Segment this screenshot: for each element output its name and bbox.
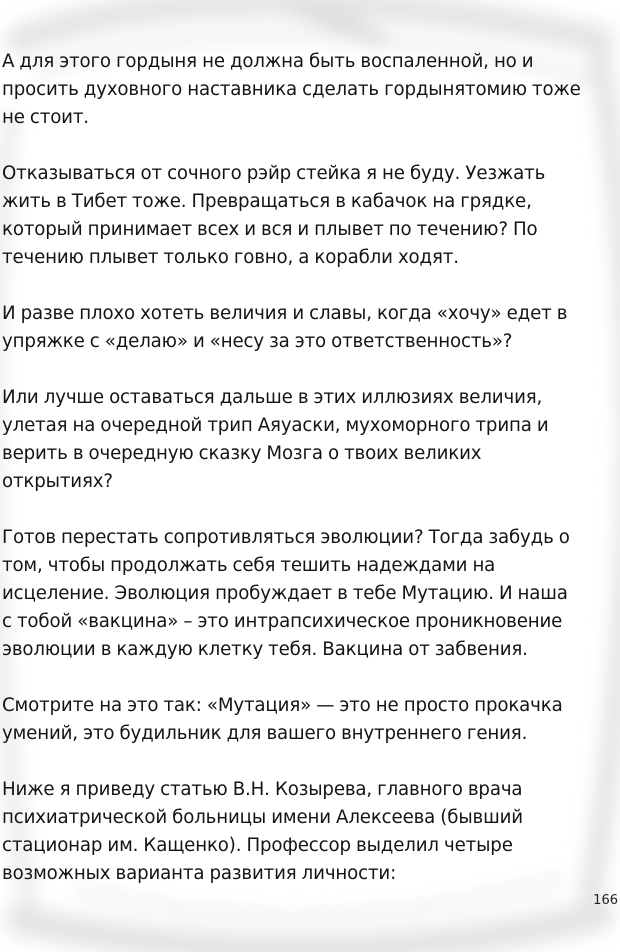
text-line: улетая на очередной трип Аяуаски, мухоморного трипа и bbox=[2, 415, 549, 436]
text-line: Смотрите на это так: «Мутация» — это не просто прокачка bbox=[2, 695, 563, 716]
text-line: с тобой «вакцина» – это интрапсихическое проникновение bbox=[2, 611, 563, 632]
text-line: жить в Тибет тоже. Превращаться в кабачок на грядке, bbox=[2, 191, 532, 212]
text-line: верить в очередную сказку Мозга о твоих великих bbox=[2, 443, 482, 464]
text-line: Готов перестать сопротивляться эволюции? Тогда забудь о bbox=[2, 527, 570, 548]
text-line: И разве плохо хотеть величия и славы, когда «хочу» едет в bbox=[2, 303, 568, 324]
paragraph bbox=[2, 384, 618, 496]
text-line: не стоит. bbox=[2, 107, 89, 128]
text-line: стационар им. Кащенко). Профессор выделил четыре bbox=[2, 835, 513, 856]
page-number: 166 bbox=[593, 893, 618, 908]
paragraph bbox=[2, 300, 618, 356]
text-line: Ниже я приведу статью В.Н. Козырева, главного врача bbox=[2, 779, 523, 800]
text-line: просить духовного наставника сделать гордынятомию тоже bbox=[2, 79, 581, 100]
text-line: эволюции в каждую клетку тебя. Вакцина от забвения. bbox=[2, 639, 528, 660]
text-line: течению плывет только говно, а корабли ходят. bbox=[2, 247, 459, 268]
paragraph bbox=[2, 692, 618, 748]
text-line: психиатрической больницы имени Алексеева (бывший bbox=[2, 807, 523, 828]
text-line: умений, это будильник для вашего внутреннего гения. bbox=[2, 723, 528, 744]
text-line: Или лучше оставаться дальше в этих иллюзиях величия, bbox=[2, 387, 543, 408]
paragraph bbox=[2, 524, 618, 664]
text-line: том, чтобы продолжать себя тешить надеждами на bbox=[2, 555, 496, 576]
text-line: открытиях? bbox=[2, 471, 113, 492]
text-body bbox=[2, 48, 618, 916]
paragraph bbox=[2, 776, 618, 888]
paragraph bbox=[2, 48, 618, 132]
text-line: А для этого гордыня не должна быть воспаленной, но и bbox=[2, 51, 534, 72]
text-line: который принимает всех и вся и плывет по течению? По bbox=[2, 219, 538, 240]
text-line: Отказываться от сочного рэйр стейка я не буду. Уезжать bbox=[2, 163, 546, 184]
paragraph bbox=[2, 160, 618, 272]
text-line: возможных варианта развития личности: bbox=[2, 863, 397, 884]
text-line: упряжке с «делаю» и «несу за это ответственность»? bbox=[2, 331, 513, 352]
text-line: исцеление. Эволюция пробуждает в тебе Мутацию. И наша bbox=[2, 583, 568, 604]
